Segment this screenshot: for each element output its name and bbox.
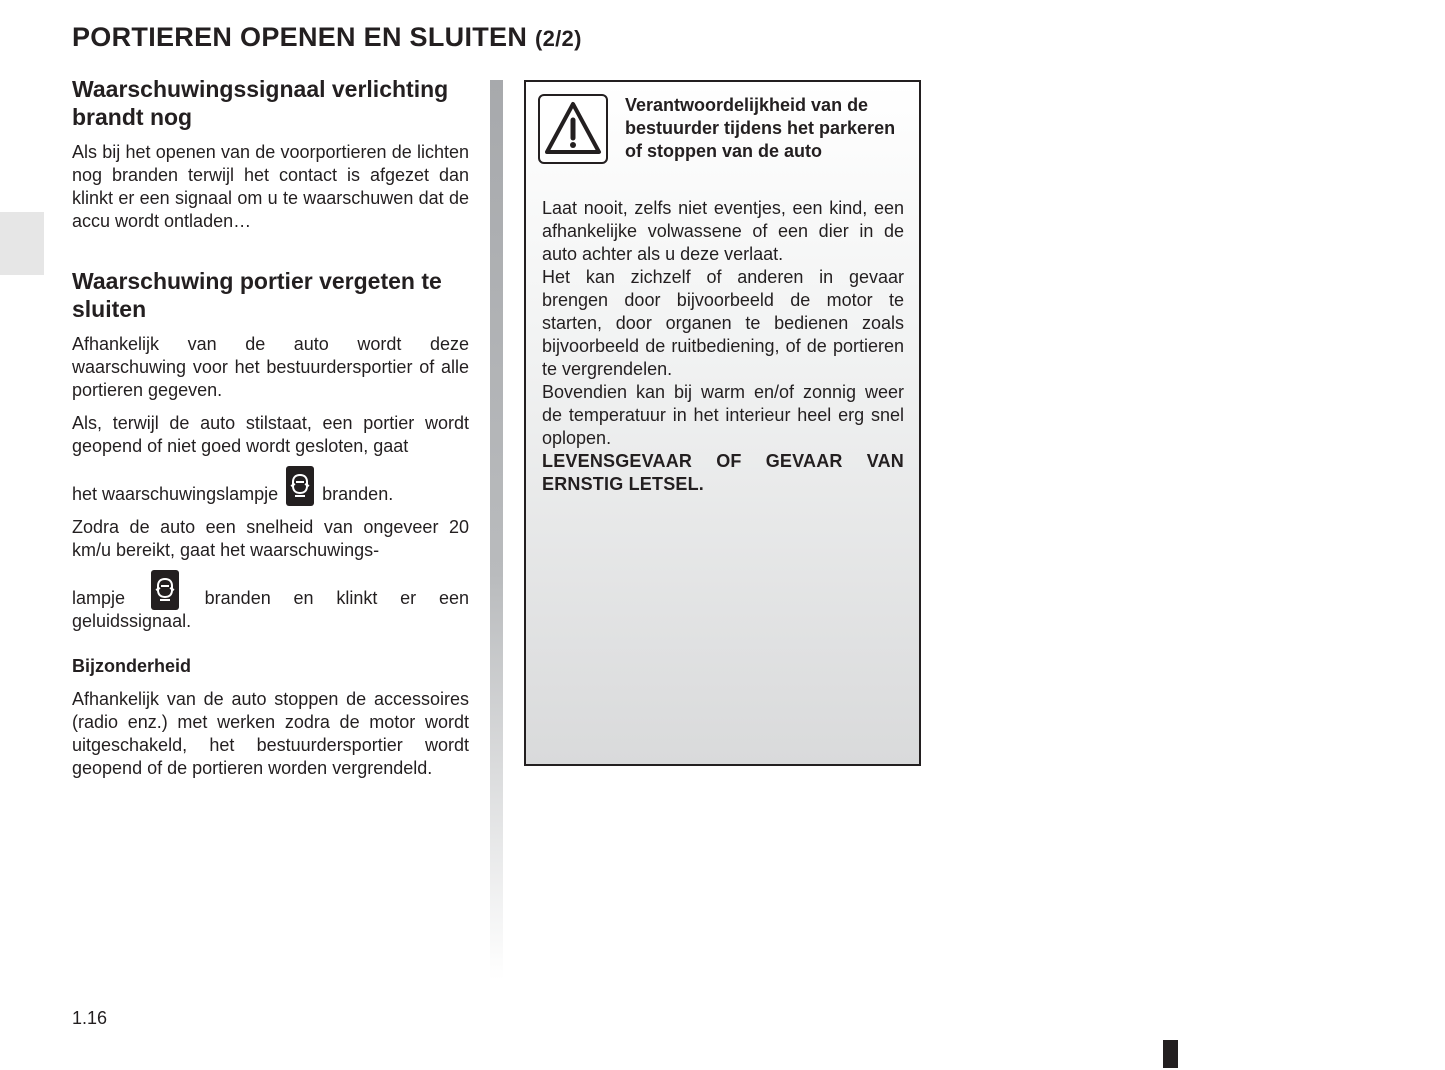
- paragraph-text: lampje: [72, 588, 126, 608]
- warning-title: Verantwoordelijkheid van de bestuurder tijdens het parkeren of stoppen van de auto: [625, 95, 896, 161]
- door-open-warning-lamp-icon: [286, 466, 314, 506]
- left-column: [72, 75, 469, 790]
- crop-mark: [1163, 1040, 1178, 1068]
- paragraph-text: het waarschuwingslampje: [72, 484, 279, 504]
- warning-paragraph: Laat nooit, zelfs niet eventjes, een kind, een afhankelijke volwassene of een dier in de auto achter als u deze verlaat.: [542, 198, 904, 264]
- paragraph-lights-warning: Als bij het openen van de voorportieren de lichten nog branden terwijl het contact is afgezet dan klinkt er een signaal om u te waarschuwen dat de accu wordt ontladen…: [72, 142, 469, 231]
- page-title-text: PORTIEREN OPENEN EN SLUITEN: [72, 22, 528, 52]
- warning-paragraph: Het kan zichzelf of anderen in gevaar brengen door bijvoorbeeld de motor te starten, door organen te bedienen zoals bijvoorbeeld de ruitbediening, of de portieren te vergrendelen.: [542, 267, 904, 379]
- paragraph-line-with-lamp: [72, 466, 469, 506]
- paragraph-text: branden.: [322, 484, 394, 504]
- warning-danger-statement: LEVENSGEVAAR OF GEVAAR VAN ERNSTIG LETSEL.: [542, 451, 904, 494]
- page-title-part: (2/2): [534, 26, 582, 51]
- warning-box: [524, 80, 921, 766]
- paragraph-text: branden en klinkt er een geluidssignaal.: [72, 588, 469, 631]
- section-heading-door-warning: Waarschuwing portier vergeten te sluiten: [72, 268, 442, 322]
- paragraph-accessories: Afhankelijk van de auto stoppen de accessoires (radio enz.) met werken zodra de motor wordt uitgeschakeld, het bestuurdersportier wordt geopend of de portieren worden vergrendeld.: [72, 689, 469, 778]
- column-divider-bar: [490, 80, 503, 980]
- warning-paragraph: Bovendien kan bij warm en/of zonnig weer de temperatuur in het interieur heel erg snel oplopen.: [542, 382, 904, 448]
- paragraph-line-with-lamp: [72, 570, 469, 633]
- paragraph-text: Zodra de auto een snelheid van ongeveer 20 km/u bereikt, gaat het waarschuwings-: [72, 517, 469, 560]
- paragraph-door-warning-scope: Afhankelijk van de auto wordt deze waarschuwing voor het bestuurdersportier of alle portieren gegeven.: [72, 334, 469, 400]
- paragraph-text: Als, terwijl de auto stilstaat, een portier wordt geopend of niet goed wordt gesloten, gaat: [72, 413, 469, 456]
- chapter-tab: [0, 212, 44, 275]
- page-number: 1.16: [72, 1008, 108, 1028]
- warning-body: [542, 197, 904, 496]
- warning-triangle-icon: [538, 94, 608, 164]
- paragraph-door-warning-speed: [72, 516, 469, 633]
- paragraph-door-warning-standstill: [72, 412, 469, 506]
- subheading-particularity: Bijzonderheid: [72, 656, 192, 676]
- section-heading-lights-warning: Waarschuwingssignaal verlichting brandt nog: [72, 76, 449, 130]
- door-open-warning-lamp-icon: [151, 570, 179, 610]
- page-title: [72, 22, 582, 53]
